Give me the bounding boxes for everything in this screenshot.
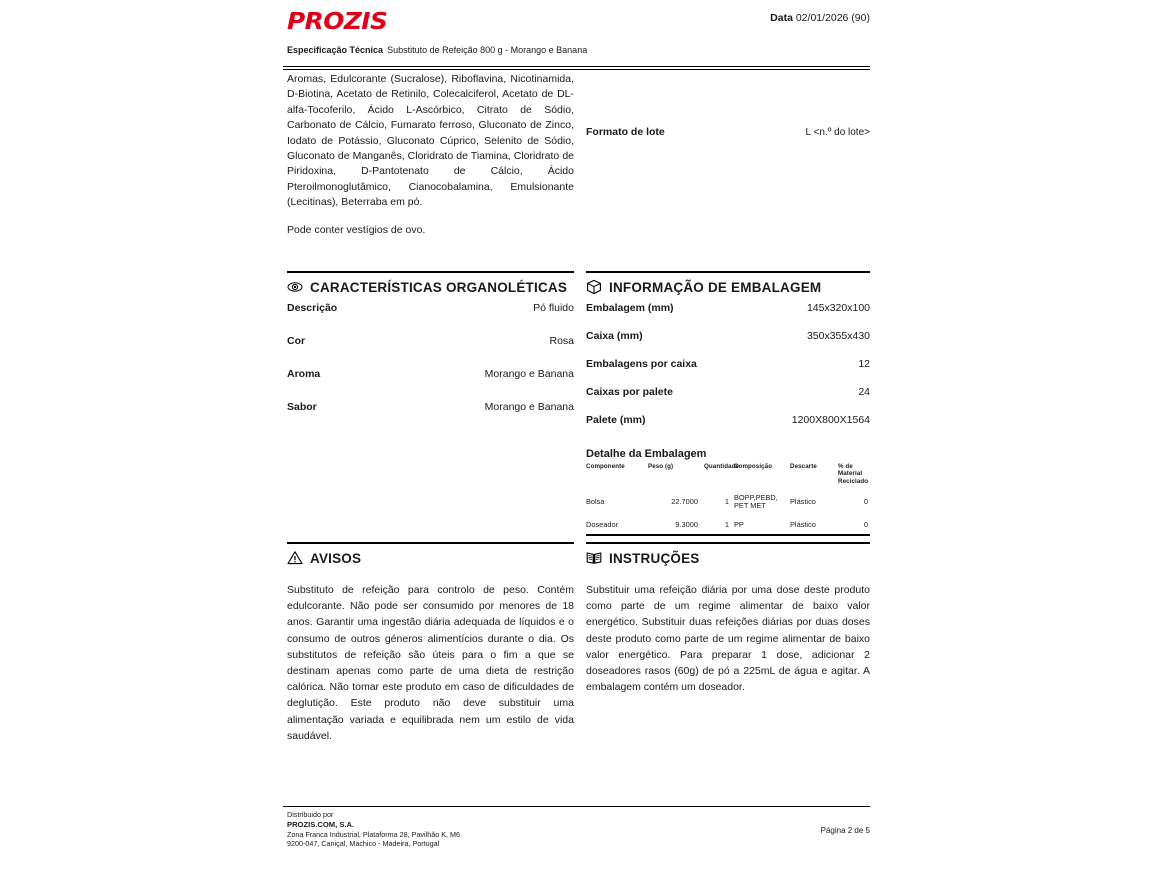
company-address-line-2: 9200-047, Caniçal, Machico - Madeira, Portugal [287, 839, 440, 849]
cell-composicao: PP [734, 519, 744, 529]
organoleptic-row [287, 302, 574, 314]
warning-triangle-icon [287, 550, 303, 566]
packaging-key: Embalagem (mm) [586, 302, 674, 314]
spec-value: Substituto de Refeição 800 g - Morango e Banana [387, 45, 588, 55]
organoleptic-key: Aroma [287, 368, 321, 380]
cell-peso: 22.7000 [671, 497, 698, 507]
cell-componente: Doseador [586, 519, 619, 529]
organoleptic-row [287, 335, 574, 347]
cell-quantidade: 1 [724, 519, 729, 529]
th-peso: Peso (g) [648, 463, 674, 470]
page-number: Página 2 de 5 [820, 826, 870, 835]
document-header [283, 0, 870, 46]
packaging-detail-table [586, 463, 870, 534]
section-divider [586, 542, 870, 544]
packaging-title: INFORMAÇÃO DE EMBALAGEM [609, 279, 822, 295]
packaging-row [586, 414, 870, 426]
prozis-logo: PROZIS [287, 9, 388, 35]
packaging-detail-title: Detalhe da Embalagem [586, 448, 707, 460]
cell-quantidade: 1 [724, 497, 729, 507]
instructions-text: Substituir uma refeição diária por uma dose deste produto como parte de um regime alimentar de baixo valor energético. Substituir duas refeições diárias por duas doses deste produto como parte de um regime alimentar de baixo valor energético. Para preparar 1 dose, adicionar 2 doseadores rasos (60g) de pó a 225mL de água e agitar. A embalagem contém um doseador. [586, 584, 870, 694]
cell-descarte: Plástico [790, 497, 816, 507]
th-composicao: Composição [734, 463, 773, 470]
book-icon [586, 550, 602, 566]
section-divider [287, 542, 574, 544]
table-row [586, 489, 870, 516]
table-bottom-divider [586, 534, 870, 536]
eye-icon [287, 279, 303, 295]
organoleptic-value: Pó fluido [533, 302, 574, 314]
cell-peso: 9.3000 [675, 519, 698, 529]
company-address-line-1: Zona Franca Industrial, Plataforma 28, Pavilhão K, M6 [287, 829, 460, 839]
packaging-key: Embalagens por caixa [586, 358, 697, 370]
footer-divider [283, 806, 870, 807]
th-reciclado: % de Material Reciclado [838, 463, 869, 485]
distributed-by-label: Distribuido por [287, 810, 334, 819]
warnings-section [287, 542, 574, 744]
date-value: 02/01/2026 (90) [795, 12, 870, 24]
instructions-title: INSTRUÇÕES [609, 550, 700, 566]
cell-descarte: Plástico [790, 519, 816, 529]
organoleptic-value: Morango e Banana [484, 368, 574, 380]
organoleptic-key: Descrição [287, 302, 338, 314]
table-row [586, 516, 870, 534]
packaging-value: 24 [858, 386, 870, 398]
organoleptic-value: Rosa [549, 335, 574, 347]
cell-composicao: BOPP,PEBD, PET MET [734, 493, 778, 511]
ingredients-block [287, 72, 574, 238]
header-divider [283, 66, 870, 70]
section-divider [586, 271, 870, 273]
organoleptic-section [287, 271, 574, 413]
lot-format-row [586, 126, 870, 138]
warnings-title: AVISOS [310, 550, 362, 566]
ingredients-text: Aromas, Edulcorante (Sucralose), Riboflavina, Nicotinamida, D-Biotina, Acetato de Retinilo, Colecalciferol, Acetato de DL-alfa-Tocoferilo, Ácido L-Ascórbico, Citrato de Sódio, Carbonato de Cálcio, Fumarato ferroso, Gluconato de Zinco, Iodato de Potássio, Gluconato Cúprico, Selenito de Sódio, Gluconato de Manganês, Cloridrato de Tiamina, Cloridrato de Piridoxina, D-Pantotenato de Cálcio, Ácido Pteroilmonoglutâmico, Cianocobalamina, Emulsionante (Lecitinas), Beterraba em pó. [287, 73, 574, 209]
organoleptic-row [287, 401, 574, 413]
spec-label: Especificação Técnica [287, 45, 384, 55]
warnings-header [287, 550, 574, 566]
allergen-text: Pode conter vestígios de ovo. [287, 223, 426, 236]
packaging-value: 1200X800X1564 [791, 414, 870, 426]
packaging-header [586, 279, 870, 295]
packaging-row [586, 358, 870, 370]
th-descarte: Descarte [790, 463, 817, 470]
lot-format-value: L <n.º do lote> [805, 127, 870, 138]
packaging-value: 12 [858, 358, 870, 370]
packaging-row [586, 302, 870, 314]
box-icon [586, 279, 602, 295]
packaging-row [586, 386, 870, 398]
packaging-value: 350x355x430 [806, 330, 870, 342]
organoleptic-row [287, 368, 574, 380]
spec-line [287, 45, 587, 55]
packaging-key: Caixas por palete [586, 386, 673, 398]
th-componente: Componente [586, 463, 625, 470]
organoleptic-key: Sabor [287, 401, 317, 413]
packaging-key: Palete (mm) [586, 414, 646, 426]
document-date [770, 12, 870, 24]
section-divider [287, 271, 574, 273]
document-page [283, 0, 870, 869]
instructions-header [586, 550, 870, 566]
cell-reciclado: 0 [863, 497, 868, 507]
organoleptic-value: Morango e Banana [484, 401, 574, 413]
packaging-section [586, 271, 870, 536]
cell-reciclado: 0 [863, 519, 868, 529]
th-quantidade: Quantidade [704, 463, 740, 470]
company-name: PROZIS.COM, S.A. [287, 820, 355, 830]
table-header-row [586, 463, 870, 489]
instructions-section [586, 542, 870, 695]
warnings-text: Substituto de refeição para controlo de peso. Contém edulcorante. Não pode ser consumido por menores de 18 anos. Garantir uma ingestão diária adequada de líquidos e o consumo de outros géneros alimentícios durante o dia. Os substitutos de refeição são úteis para o fim a que se destinam apenas como parte de uma dieta de restrição calórica. Não tomar este produto em caso de dificuldades de deglutição. Este produto não deve substituir uma alimentação variada e equilibrada nem um estilo de vida saudável. [287, 584, 574, 742]
packaging-key: Caixa (mm) [586, 330, 643, 342]
packaging-value: 145x320x100 [806, 302, 870, 314]
lot-format-label: Formato de lote [586, 126, 665, 138]
packaging-row [586, 330, 870, 342]
organoleptic-title: CARACTERÍSTICAS ORGANOLÉTICAS [310, 279, 568, 295]
organoleptic-header [287, 279, 574, 295]
organoleptic-key: Cor [287, 335, 306, 347]
date-label: Data [770, 12, 793, 24]
cell-componente: Bolsa [586, 497, 605, 507]
document-footer [287, 810, 870, 849]
